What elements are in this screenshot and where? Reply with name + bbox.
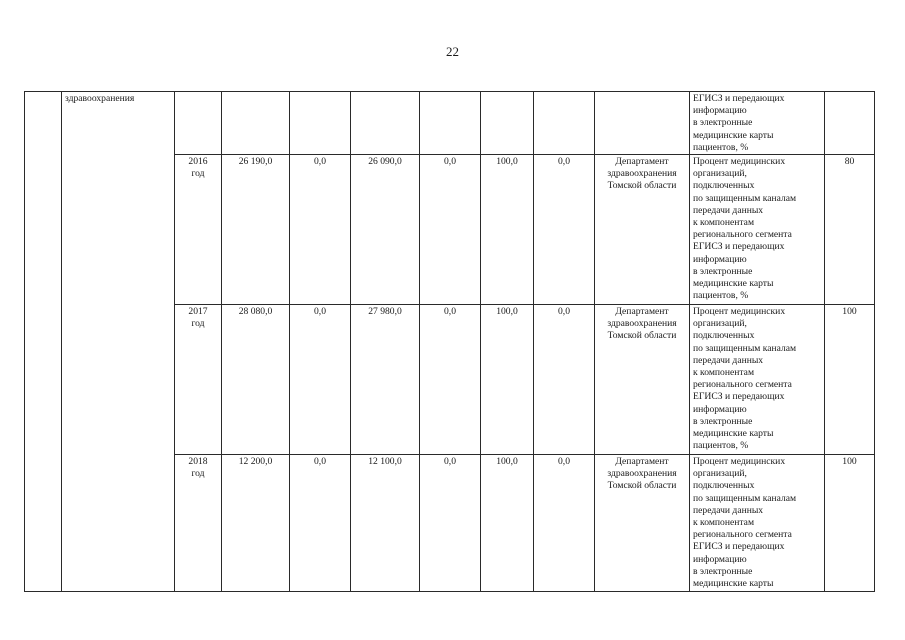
program-table xyxy=(24,91,875,592)
local-cell: 0,0 xyxy=(420,305,481,455)
other-cell: 0,0 xyxy=(534,455,595,592)
indicator-cell: Процент медицинских организаций, подключенных по защищенным каналам передачи данных к компонентам регионального сегмента ЕГИСЗ и передающих информацию в электронные медицинские карты пациентов, % xyxy=(690,155,825,305)
executor-cell: Департамент здравоохранения Томской области xyxy=(595,305,690,455)
year-cell: 2018 год xyxy=(175,455,222,592)
other-cell: 0,0 xyxy=(534,305,595,455)
task-name-cell: здравоохранения xyxy=(62,92,175,592)
local-cell: 0,0 xyxy=(420,455,481,592)
index-cell xyxy=(25,92,62,592)
indicator-value-cell: 100 xyxy=(825,305,875,455)
extrabudget-cell: 100,0 xyxy=(481,455,534,592)
table-row xyxy=(25,92,875,155)
regional-cell: 12 100,0 xyxy=(351,455,420,592)
year-cell: 2016 год xyxy=(175,155,222,305)
executor-cell: Департамент здравоохранения Томской области xyxy=(595,155,690,305)
federal-cell: 0,0 xyxy=(290,155,351,305)
indicator-cell: ЕГИСЗ и передающих информацию в электронные медицинские карты пациентов, % xyxy=(690,92,825,155)
total-cell: 12 200,0 xyxy=(222,455,290,592)
extrabudget-cell: 100,0 xyxy=(481,155,534,305)
local-cell: 0,0 xyxy=(420,155,481,305)
indicator-cell: Процент медицинских организаций, подключенных по защищенным каналам передачи данных к компонентам регионального сегмента ЕГИСЗ и передающих информацию в электронные медицинские карты xyxy=(690,455,825,592)
other-cell: 0,0 xyxy=(534,155,595,305)
indicator-cell: Процент медицинских организаций, подключенных по защищенным каналам передачи данных к компонентам регионального сегмента ЕГИСЗ и передающих информацию в электронные медицинские карты пациентов, % xyxy=(690,305,825,455)
federal-cell: 0,0 xyxy=(290,305,351,455)
extrabudget-cell: 100,0 xyxy=(481,305,534,455)
indicator-value-cell: 80 xyxy=(825,155,875,305)
federal-cell: 0,0 xyxy=(290,455,351,592)
executor-cell: Департамент здравоохранения Томской области xyxy=(595,455,690,592)
page-number: 22 xyxy=(446,44,459,59)
regional-cell: 26 090,0 xyxy=(351,155,420,305)
indicator-value-cell: 100 xyxy=(825,455,875,592)
year-cell: 2017 год xyxy=(175,305,222,455)
total-cell: 28 080,0 xyxy=(222,305,290,455)
total-cell: 26 190,0 xyxy=(222,155,290,305)
regional-cell: 27 980,0 xyxy=(351,305,420,455)
